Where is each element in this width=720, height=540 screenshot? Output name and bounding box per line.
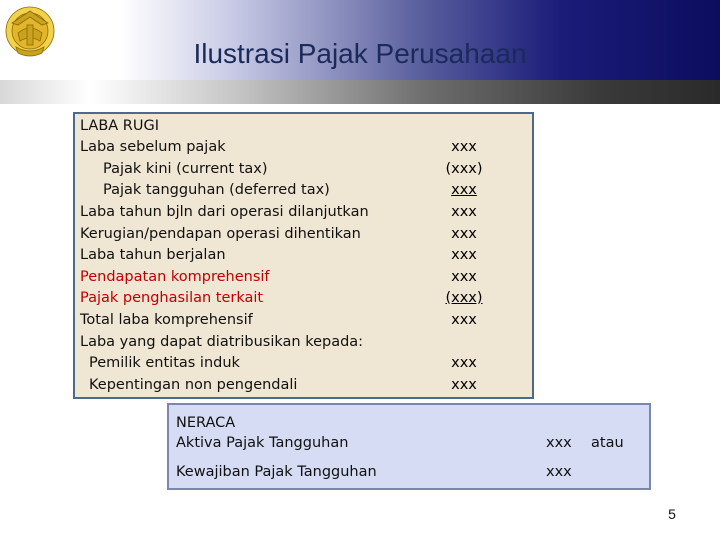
neraca-row-label: Aktiva Pajak Tangguhan bbox=[176, 435, 349, 451]
laba-rugi-row-label: Laba yang dapat diatribusikan kepada: bbox=[80, 334, 364, 350]
neraca-row-value: xxx bbox=[546, 435, 572, 451]
laba-rugi-row-label: Laba tahun berjalan bbox=[80, 247, 226, 263]
laba-rugi-row-value: xxx bbox=[451, 204, 477, 220]
laba-rugi-row-label-highlight: Pajak penghasilan terkait bbox=[80, 290, 264, 306]
neraca-heading: NERACA bbox=[176, 415, 236, 431]
header-divider-bar bbox=[0, 80, 720, 104]
laba-rugi-row-value: xxx bbox=[451, 139, 477, 155]
neraca-row-note: atau bbox=[591, 435, 624, 451]
laba-rugi-row-value: xxx bbox=[451, 312, 477, 328]
laba-rugi-row-value: xxx bbox=[451, 182, 477, 198]
laba-rugi-row-label: Laba sebelum pajak bbox=[80, 139, 226, 155]
laba-rugi-row-value: xxx bbox=[451, 377, 477, 393]
laba-rugi-row-value: xxx bbox=[451, 269, 477, 285]
laba-rugi-row-value: (xxx) bbox=[445, 161, 483, 177]
neraca-row-label: Kewajiban Pajak Tangguhan bbox=[176, 464, 377, 480]
laba-rugi-row-label: Pajak tangguhan (deferred tax) bbox=[103, 182, 330, 198]
page-number: 5 bbox=[668, 506, 676, 522]
laba-rugi-row-label: Kerugian/pendapan operasi dihentikan bbox=[80, 226, 361, 242]
laba-rugi-row-value: xxx bbox=[451, 247, 477, 263]
neraca-row-value: xxx bbox=[546, 464, 572, 480]
laba-rugi-row-value: (xxx) bbox=[445, 290, 483, 306]
laba-rugi-heading: LABA RUGI bbox=[80, 118, 160, 134]
laba-rugi-row-label: Pajak kini (current tax) bbox=[103, 161, 268, 177]
laba-rugi-row-label: Pemilik entitas induk bbox=[89, 355, 240, 371]
laba-rugi-row-label: Total laba komprehensif bbox=[80, 312, 253, 328]
slide-title: Ilustrasi Pajak Perusahaan bbox=[193, 38, 527, 69]
laba-rugi-row-label: Kepentingan non pengendali bbox=[89, 377, 298, 393]
laba-rugi-row-label-highlight: Pendapatan komprehensif bbox=[80, 269, 270, 285]
laba-rugi-row-value: xxx bbox=[451, 355, 477, 371]
laba-rugi-row-value: xxx bbox=[451, 226, 477, 242]
laba-rugi-row-label: Laba tahun bjln dari operasi dilanjutkan bbox=[80, 204, 369, 220]
